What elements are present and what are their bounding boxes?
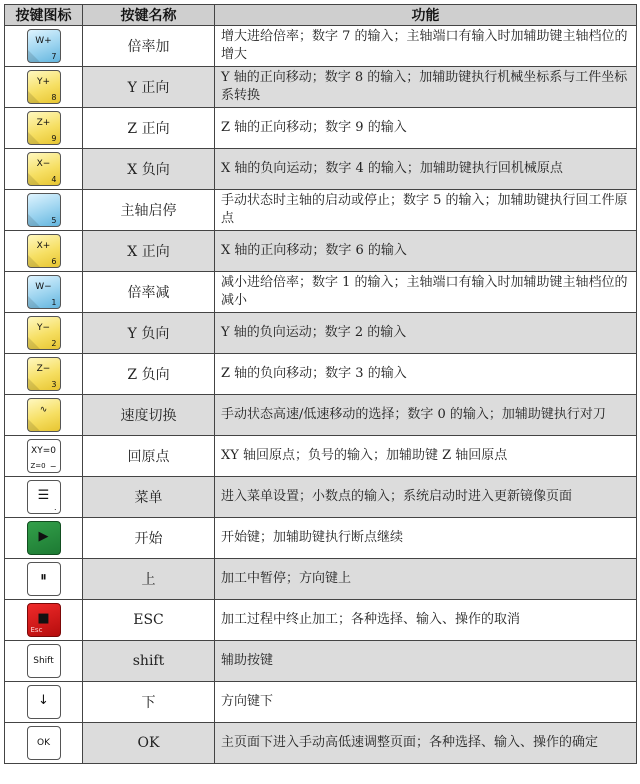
key-function: 辅助按键: [215, 641, 637, 682]
key-number-label: 8: [51, 93, 57, 102]
table-row: [5, 108, 637, 149]
key-top-label: Shift: [33, 656, 54, 666]
table-row: [5, 518, 637, 559]
key-function: XY 轴回原点；负号的输入；加辅助键 Z 轴回原点: [215, 436, 637, 477]
key-function: 进入菜单设置；小数点的输入；系统启动时进入更新镜像页面: [215, 477, 637, 518]
key-button-icon: [27, 111, 61, 145]
key-name: 开始: [83, 518, 215, 559]
table-row: [5, 395, 637, 436]
table-row: [5, 190, 637, 231]
key-name: 上: [83, 559, 215, 600]
key-button-icon: [27, 316, 61, 350]
key-name: Y 正向: [83, 67, 215, 108]
key-top-label: XY=0: [31, 446, 56, 456]
key-corner-shade: [28, 296, 40, 308]
key-corner-shade: [28, 337, 40, 349]
key-top-label: W−: [35, 282, 52, 292]
key-function: 加工中暂停；方向键上: [215, 559, 637, 600]
key-corner-shade: [28, 214, 40, 226]
key-icon-cell: [5, 641, 83, 682]
key-name: 下: [83, 682, 215, 723]
key-button-icon: [27, 357, 61, 391]
key-icon-cell: [5, 149, 83, 190]
key-button-icon: [27, 603, 61, 637]
key-function: Z 轴的负向移动；数字 3 的输入: [215, 354, 637, 395]
table-row: [5, 149, 637, 190]
key-number-label: .: [53, 503, 57, 512]
key-top-label: OK: [37, 738, 50, 748]
key-function: Y 轴的负向运动；数字 2 的输入: [215, 313, 637, 354]
key-corner-shade: [28, 255, 40, 267]
table-row: [5, 559, 637, 600]
key-icon-cell: [5, 26, 83, 67]
key-icon-cell: [5, 559, 83, 600]
key-button-icon: [27, 685, 61, 719]
key-icon-cell: [5, 682, 83, 723]
key-icon-cell: [5, 518, 83, 559]
key-corner-shade: [28, 419, 40, 431]
key-icon-cell: [5, 354, 83, 395]
key-number-label: 3: [51, 380, 57, 389]
key-function: Y 轴的正向移动；数字 8 的输入；加辅助键执行机械坐标系与工件坐标系转换: [215, 67, 637, 108]
key-small-label: Z=0: [30, 462, 46, 470]
key-icon-cell: [5, 436, 83, 477]
table-row: [5, 354, 637, 395]
table-header-row: [5, 5, 637, 26]
table-row: [5, 436, 637, 477]
key-top-label: ▶: [38, 529, 49, 544]
key-icon-cell: [5, 313, 83, 354]
key-tool-icon: [27, 398, 61, 432]
key-top-label: Y−: [36, 323, 51, 333]
key-button-icon: [27, 726, 61, 760]
key-corner-shade: [28, 50, 40, 62]
key-number-label: 4: [51, 175, 57, 184]
key-button-icon: [27, 644, 61, 678]
key-icon-cell: [5, 67, 83, 108]
key-number-label: 7: [51, 52, 57, 61]
key-name: ESC: [83, 600, 215, 641]
key-icon-cell: [5, 272, 83, 313]
key-arrow-up-icon: [27, 562, 61, 596]
key-function: 开始键；加辅助键执行断点继续: [215, 518, 637, 559]
key-function: 增大进给倍率；数字 7 的输入；主轴端口有输入时加辅助键主轴档位的增大: [215, 26, 637, 67]
key-corner-shade: [28, 173, 40, 185]
key-button-icon: [27, 439, 61, 473]
header-name: 按键名称: [83, 5, 215, 26]
key-function: 手动状态高速/低速移动的选择；数字 0 的输入；加辅助键执行对刀: [215, 395, 637, 436]
key-top-label: ∿: [39, 405, 48, 415]
table-row: [5, 272, 637, 313]
key-corner-shade: [28, 132, 40, 144]
key-name: Y 负向: [83, 313, 215, 354]
key-function: 方向键下: [215, 682, 637, 723]
key-top-label: ↓: [38, 693, 49, 708]
key-name: 速度切换: [83, 395, 215, 436]
table-row: [5, 231, 637, 272]
key-top-label: ■: [37, 611, 50, 626]
key-name: X 正向: [83, 231, 215, 272]
table-row: [5, 641, 637, 682]
key-top-label: ☰: [37, 488, 50, 503]
table-row: [5, 26, 637, 67]
key-number-label: 2: [51, 339, 57, 348]
key-number-label: −: [49, 462, 57, 471]
key-spindle-icon: [27, 29, 61, 63]
key-function-table: [4, 4, 637, 764]
key-button-icon: [27, 521, 61, 555]
key-top-label: Z−: [36, 364, 51, 374]
key-button-icon: [27, 234, 61, 268]
key-coordinate-icon: [27, 70, 61, 104]
key-top-label: X+: [36, 241, 51, 251]
key-name: 倍率减: [83, 272, 215, 313]
key-icon-cell: [5, 600, 83, 641]
table-row: [5, 600, 637, 641]
key-function: Z 轴的正向移动；数字 9 的输入: [215, 108, 637, 149]
key-clock-icon: [27, 480, 61, 514]
key-corner-shade: [28, 378, 40, 390]
header-function: 功能: [215, 5, 637, 26]
key-top-label: W+: [35, 36, 52, 46]
key-icon-cell: [5, 190, 83, 231]
key-number-label: 9: [51, 134, 57, 143]
key-icon-cell: [5, 395, 83, 436]
key-top-label: Z+: [36, 118, 51, 128]
key-number-label: 1: [51, 298, 57, 307]
table-row: [5, 67, 637, 108]
key-small-label: Esc: [30, 626, 43, 634]
key-name: 倍率加: [83, 26, 215, 67]
key-spindle-power-icon: [27, 193, 61, 227]
key-name: 菜单: [83, 477, 215, 518]
key-name: shift: [83, 641, 215, 682]
key-function: 减小进给倍率；数字 1 的输入；主轴端口有输入时加辅助键主轴档位的减小: [215, 272, 637, 313]
key-icon-cell: [5, 477, 83, 518]
key-spindle-icon: [27, 275, 61, 309]
key-name: 主轴启停: [83, 190, 215, 231]
table-row: [5, 723, 637, 764]
key-name: Z 正向: [83, 108, 215, 149]
table-row: [5, 313, 637, 354]
key-function: 加工过程中终止加工；各种选择、输入、操作的取消: [215, 600, 637, 641]
key-function: 主页面下进入手动高低速调整页面；各种选择、输入、操作的确定: [215, 723, 637, 764]
key-name: X 负向: [83, 149, 215, 190]
key-name: Z 负向: [83, 354, 215, 395]
key-function: 手动状态时主轴的启动或停止；数字 5 的输入；加辅助键执行回工件原点: [215, 190, 637, 231]
key-top-label: X−: [36, 159, 51, 169]
key-number-label: 6: [51, 257, 57, 266]
table-row: [5, 477, 637, 518]
key-name: 回原点: [83, 436, 215, 477]
key-icon-cell: [5, 723, 83, 764]
table-row: [5, 682, 637, 723]
key-icon-cell: [5, 108, 83, 149]
key-top-label: ⏸: [40, 570, 47, 585]
key-top-label: Y+: [36, 77, 51, 87]
header-icon: 按键图标: [5, 5, 83, 26]
key-corner-shade: [28, 91, 40, 103]
key-function: X 轴的正向移动；数字 6 的输入: [215, 231, 637, 272]
key-number-label: 5: [51, 216, 57, 225]
key-function: X 轴的负向运动；数字 4 的输入；加辅助键执行回机械原点: [215, 149, 637, 190]
key-icon-cell: [5, 231, 83, 272]
key-name: OK: [83, 723, 215, 764]
key-home-icon: [27, 152, 61, 186]
